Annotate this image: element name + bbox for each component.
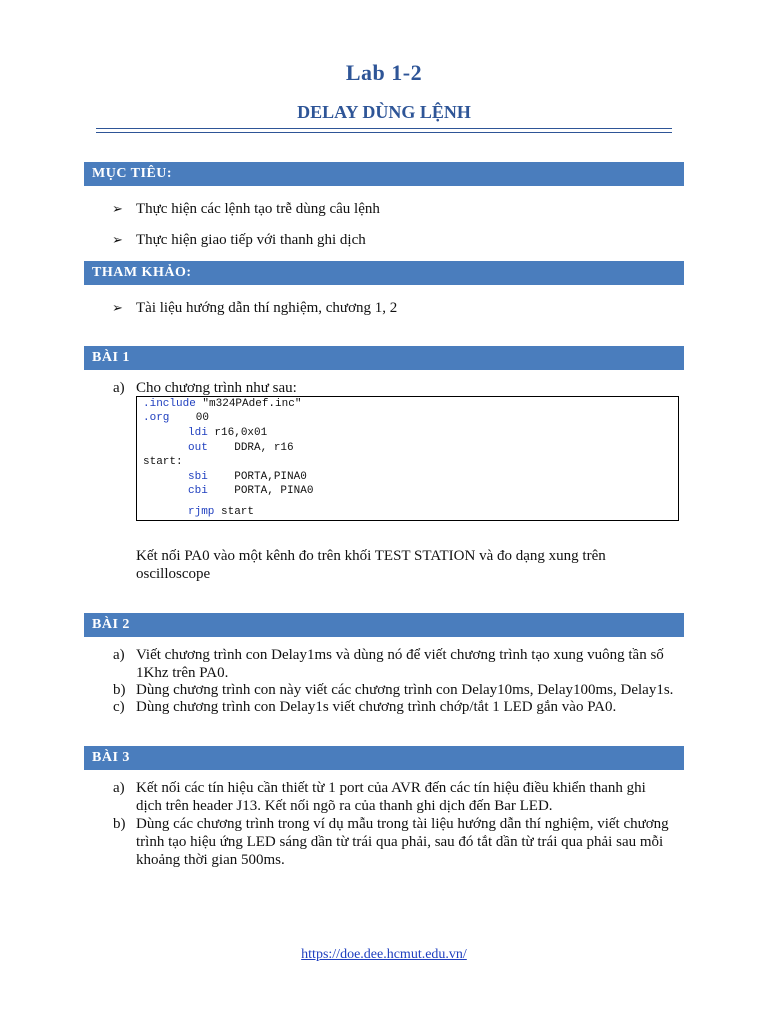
bai2-item-line: 1Khz trên PA0.: [136, 665, 229, 681]
objective-item: Thực hiện giao tiếp với thanh ghi dịch: [136, 232, 366, 248]
code-line: out DDRA, r16: [188, 442, 294, 454]
code-line: start:: [143, 456, 183, 468]
title-divider-bottom: [96, 132, 672, 133]
footer-link[interactable]: https://doe.dee.hcmut.edu.vn/: [301, 947, 467, 962]
bai2-heading-bar: [84, 613, 684, 637]
bai3-item-line: Dùng các chương trình trong ví dụ mẫu trong tài liệu hướng dẫn thí nghiệm, viết chương: [136, 816, 669, 832]
bai2-item-line: Dùng chương trình con Delay1s viết chương trình chớp/tắt 1 LED gắn vào PA0.: [136, 699, 617, 715]
code-listing: [136, 396, 679, 521]
bai1-item-label: a): [113, 380, 125, 396]
code-line: .org 00: [143, 412, 210, 424]
code-line: sbi PORTA,PINA0: [188, 471, 307, 483]
arrow-bullet-icon: ➢: [112, 300, 123, 315]
objectives-heading: MỤC TIÊU:: [92, 166, 173, 181]
bai2-item-label: b): [113, 682, 126, 698]
footer: [0, 947, 768, 963]
bai3-heading: BÀI 3: [92, 750, 130, 765]
lab-subtitle: DELAY DÙNG LỆNH: [297, 102, 471, 122]
bai3-item-line: trình tạo hiệu ứng LED sáng dần từ trái qua phải, sau đó tắt dần từ trái qua phải sau mỗi: [136, 834, 664, 850]
references-heading: THAM KHẢO:: [92, 265, 192, 280]
bai3-item-line: khoảng thời gian 500ms.: [136, 852, 285, 868]
arrow-bullet-icon: ➢: [112, 201, 123, 216]
bai3-item-line: dịch trên header J13. Kết nối ngõ ra của thanh ghi dịch đến Bar LED.: [136, 798, 553, 814]
bai2-item-label: c): [113, 699, 125, 715]
reference-item: Tài liệu hướng dẫn thí nghiệm, chương 1, 2: [136, 300, 398, 316]
lab-title: Lab 1-2: [345, 60, 423, 85]
bai2-heading: BÀI 2: [92, 617, 130, 632]
bai1-heading-bar: [84, 346, 684, 370]
bai3-item-line: Kết nối các tín hiệu cần thiết từ 1 port của AVR đến các tín hiệu điều khiển thanh ghi: [136, 780, 646, 796]
code-line: .include "m324PAdef.inc": [143, 398, 302, 410]
code-line: cbi PORTA, PINA0: [188, 485, 314, 497]
bai2-item-line: Dùng chương trình con này viết các chương trình con Delay10ms, Delay100ms, Delay1s.: [136, 682, 674, 698]
objectives-heading-bar: [84, 162, 684, 186]
arrow-bullet-icon: ➢: [112, 232, 123, 247]
bai2-item-label: a): [113, 647, 125, 663]
bai1-note-line: oscilloscope: [136, 566, 211, 582]
bai1-heading: BÀI 1: [92, 350, 130, 365]
objective-item: Thực hiện các lệnh tạo trễ dùng câu lệnh: [136, 201, 380, 217]
title-divider-top: [96, 128, 672, 129]
bai1-item-text: Cho chương trình như sau:: [136, 380, 297, 396]
references-heading-bar: [84, 261, 684, 285]
code-line: ldi r16,0x01: [188, 427, 268, 439]
bai3-heading-bar: [84, 746, 684, 770]
bai3-item-label: a): [113, 780, 125, 796]
bai1-note-line: Kết nối PA0 vào một kênh đo trên khối TEST STATION và đo dạng xung trên: [136, 548, 606, 564]
code-line: rjmp start: [188, 506, 255, 518]
bai2-item-line: Viết chương trình con Delay1ms và dùng nó để viết chương trình tạo xung vuông tần số: [136, 647, 664, 663]
bai3-item-label: b): [113, 816, 126, 832]
